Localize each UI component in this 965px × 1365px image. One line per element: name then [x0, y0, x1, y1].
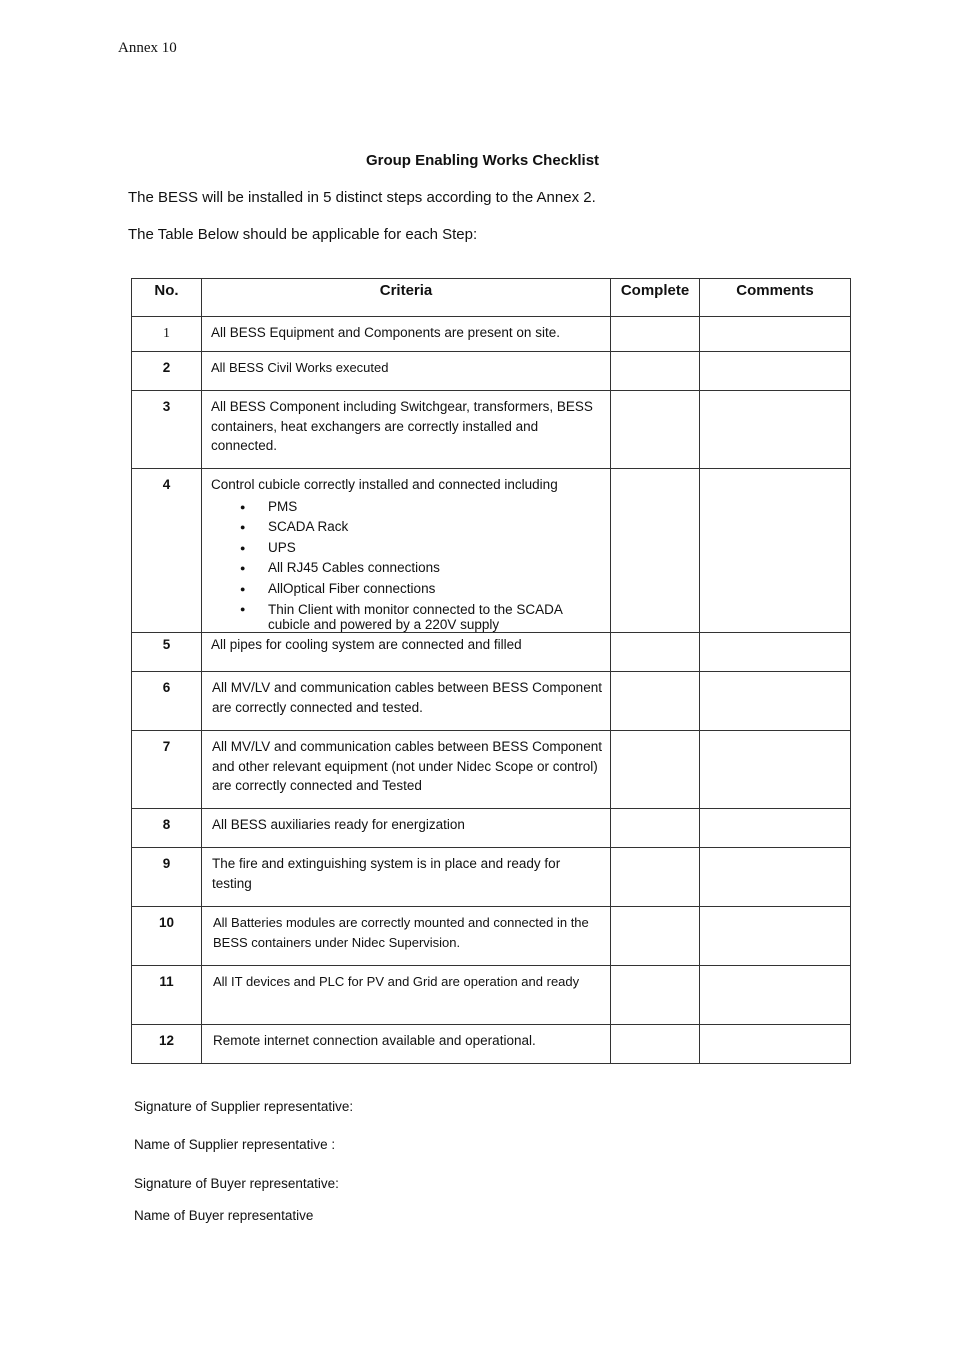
table-row — [132, 848, 851, 907]
table-row — [132, 1025, 851, 1064]
intro-steps-text: The BESS will be installed in 5 distinct steps according to the Annex 2. — [128, 189, 596, 206]
row-complete-cell[interactable] — [611, 672, 700, 731]
document-title: Group Enabling Works Checklist — [365, 152, 600, 169]
row-criteria: The fire and extinguishing system is in place and ready for testing — [202, 848, 611, 907]
row-comments-cell[interactable] — [700, 907, 851, 966]
row-complete-cell[interactable] — [611, 731, 700, 809]
row-number: 6 — [132, 672, 202, 731]
row-complete-cell[interactable] — [611, 469, 700, 633]
row-number: 12 — [132, 1025, 202, 1064]
row-criteria — [202, 469, 611, 633]
buyer-name-label: Name of Buyer representative — [134, 1208, 314, 1223]
row-complete-cell[interactable] — [611, 907, 700, 966]
row-criteria: All MV/LV and communication cables between BESS Component and other relevant equipment (not under Nidec Scope or control) are correctly connected and Tested — [202, 731, 611, 809]
row-criteria: All MV/LV and communication cables between BESS Component are correctly connected and tested. — [202, 672, 611, 731]
row-complete-cell[interactable] — [611, 391, 700, 469]
supplier-name-label: Name of Supplier representative : — [134, 1137, 336, 1152]
row-complete-cell[interactable] — [611, 848, 700, 907]
row-complete-cell[interactable] — [611, 633, 700, 672]
list-item: ● SCADA Rack — [268, 517, 602, 538]
row-criteria: All Batteries modules are correctly mounted and connected in the BESS containers under Nidec Supervision. — [202, 907, 611, 966]
table-row — [132, 352, 851, 391]
row-criteria: All BESS auxiliaries ready for energization — [202, 809, 611, 848]
row-criteria: All BESS Civil Works executed — [202, 352, 611, 391]
table-row — [132, 317, 851, 352]
supplier-signature-label: Signature of Supplier representative: — [134, 1099, 354, 1114]
list-item: ● UPS — [268, 538, 602, 559]
row-criteria: All pipes for cooling system are connected and filled — [202, 633, 611, 672]
control-cubicle-sublist — [211, 497, 602, 633]
row-comments-cell[interactable] — [700, 633, 851, 672]
row-number: 2 — [132, 352, 202, 391]
intro-table-text: The Table Below should be applicable for each Step: — [128, 226, 478, 243]
table-row — [132, 809, 851, 848]
header-criteria: Criteria — [202, 279, 611, 317]
row-number: 1 — [132, 317, 202, 352]
row-criteria: All BESS Component including Switchgear, transformers, BESS containers, heat exchangers are correctly installed and connected. — [202, 391, 611, 469]
header-comments: Comments — [700, 279, 851, 317]
row-criteria: All IT devices and PLC for PV and Grid are operation and ready — [202, 966, 611, 1025]
list-item: ● All RJ45 Cables connections — [268, 558, 602, 579]
table-header-row — [132, 279, 851, 317]
row-number: 9 — [132, 848, 202, 907]
row-criteria: All BESS Equipment and Components are present on site. — [202, 317, 611, 352]
row-complete-cell[interactable] — [611, 317, 700, 352]
row-complete-cell[interactable] — [611, 1025, 700, 1064]
table-row — [132, 391, 851, 469]
list-item: ● PMS — [268, 497, 602, 518]
row-criteria: Remote internet connection available and operational. — [202, 1025, 611, 1064]
row-complete-cell[interactable] — [611, 966, 700, 1025]
row-comments-cell[interactable] — [700, 391, 851, 469]
row-comments-cell[interactable] — [700, 966, 851, 1025]
row-comments-cell[interactable] — [700, 469, 851, 633]
row-number: 8 — [132, 809, 202, 848]
row-number: 3 — [132, 391, 202, 469]
row-number: 11 — [132, 966, 202, 1025]
row-comments-cell[interactable] — [700, 809, 851, 848]
header-complete: Complete — [611, 279, 700, 317]
row-comments-cell[interactable] — [700, 352, 851, 391]
list-item: ● AllOptical Fiber connections — [268, 579, 602, 600]
row-number: 7 — [132, 731, 202, 809]
list-item: ● Thin Client with monitor connected to the SCADA cubicle and powered by a 220V supply — [268, 602, 602, 632]
checklist-table — [131, 278, 851, 1064]
table-row — [132, 672, 851, 731]
row-comments-cell[interactable] — [700, 848, 851, 907]
row-complete-cell[interactable] — [611, 809, 700, 848]
row-comments-cell[interactable] — [700, 731, 851, 809]
row-number: 10 — [132, 907, 202, 966]
row-criteria-text: Control cubicle correctly installed and connected including — [211, 477, 558, 492]
header-no: No. — [132, 279, 202, 317]
row-number: 4 — [132, 469, 202, 633]
buyer-signature-label: Signature of Buyer representative: — [134, 1176, 339, 1191]
row-complete-cell[interactable] — [611, 352, 700, 391]
row-number: 5 — [132, 633, 202, 672]
row-comments-cell[interactable] — [700, 317, 851, 352]
table-row — [132, 907, 851, 966]
row-comments-cell[interactable] — [700, 672, 851, 731]
table-row — [132, 469, 851, 633]
table-row — [132, 966, 851, 1025]
table-row — [132, 633, 851, 672]
annex-label: Annex 10 — [118, 40, 177, 56]
table-row — [132, 731, 851, 809]
row-comments-cell[interactable] — [700, 1025, 851, 1064]
